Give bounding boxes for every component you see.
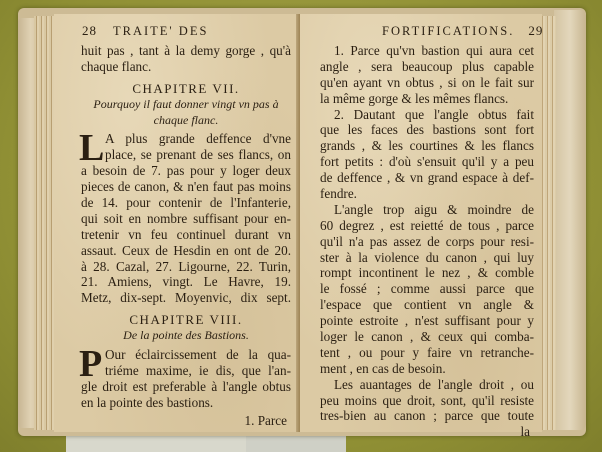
page-edges-left [34,16,56,430]
right-page-text [320,43,534,440]
drop-cap: L [79,127,105,170]
running-head-right [382,23,543,39]
catchword: la [520,424,530,440]
text-line: a besoin de 7. pas pour y loger deux [81,163,291,179]
text-line: place, se prenant de ses flancs, on [105,147,291,163]
text-line: pointe estroite , n'est suffisant pour y [320,313,534,329]
text-line: qu'il n'a pas assez de corps pour resi- [320,233,534,249]
left-page-text [81,43,291,428]
text-line: loger le canon , & ceux qui comba- [320,329,534,345]
text-line: que les faces des bastions sont fort [320,122,534,138]
text-line: assaut. Ceux de Hesdin en ont de 20. [81,242,291,258]
text-line: L'angle trop aigu & moindre de [334,201,534,217]
text-line: 60 degrez , est reietté de tous , parce [320,217,534,233]
text-line: 2. Dautant que l'angle obtus fait [334,106,534,122]
text-line: pieces de canon, & n'en faut pas moins [81,179,291,195]
page-edges-right [540,16,556,430]
left-page [54,14,299,432]
text-line: tretenir vn feu continuel durant vn [81,226,291,242]
text-line: Our éclaircissement de la qua- [105,347,291,363]
text-line: 1. Parce qu'vn bastion qui aura cet [334,43,534,58]
paragraph [79,127,291,306]
chapter-subtitle: Pourquoy il faut donner vingt vn pas à [93,96,279,111]
chapter-subtitle: De la pointe des Bastions. [123,328,249,343]
right-page [300,14,544,440]
text-line: A plus grande deffence d'vne [105,131,291,147]
text-line: gle droit est preferable à l'angle obtus [81,378,291,394]
text-line: Les auantages de l'angle droit , ou [334,376,534,392]
text-line: fort petits : d'où s'ensuit qu'il y a peu [320,154,534,170]
text-line: chaque flanc. [81,58,152,74]
chapter-subtitle: chaque flanc. [153,112,219,127]
page-number: 28 [82,23,97,38]
text-line: triéme maxime, ie dis, que l'an- [105,362,291,378]
drop-cap: P [79,343,103,386]
chapter-heading: CHAPITRE VII. [132,80,240,96]
text-line: rompt incontinent le nez , & comble [320,265,534,281]
cover-right-edge [554,10,586,430]
text-line: angle , sera beaucoup plus capable [320,58,534,74]
text-line: qui soit en nombre suffisant pour en- [81,210,291,226]
text-line: qu'en ayant vn obtus , si on le fait sur [320,74,534,90]
text-line: huit pas , tant à la demy gorge , qu'à [81,43,291,58]
text-line: ment , en cas de besoin. [320,360,446,376]
catchword: 1. Parce [244,412,287,428]
text-line: tres-bien au canon ; parce que toute [320,408,534,424]
text-line: peu moins que droit, sont, qu'il resiste [320,392,534,408]
running-head-title: TRAITE' DES [113,24,209,38]
text-line: le fossé ; comme aussi parce que [320,281,534,297]
text-line: en la pointe des bastions. [81,394,214,410]
paragraph [79,343,291,411]
text-line: grands , & les courtines & les flancs [320,138,534,154]
running-head-left [82,23,208,39]
chapter-heading: CHAPITRE VIII. [129,312,243,328]
text-line: tent , ou pour y faire vn retranche- [320,344,534,360]
text-line: l'espace que contient vn angle & [320,297,534,313]
text-line: 21. Amiens, vingt. Le Havre, 19. [81,274,291,290]
text-line: fendre. [320,186,357,202]
running-head-title: FORTIFICATIONS. [382,24,515,38]
text-line: la même gorge & les mêmes flancs. [320,90,509,106]
page-number: 29 [528,23,544,38]
text-line: ster à la violence du canon , qui luy [320,249,534,265]
text-line: à 28. Cazal, 27. Ligourne, 22. Turin, [81,258,291,274]
text-line: Metz, dix-sept. Moyenvic, dix sept. [81,290,291,306]
text-line: de 14. pour contenir de l'Infanterie, [81,195,291,211]
text-line: de deffence , & vn grand espace à def- [320,170,534,186]
